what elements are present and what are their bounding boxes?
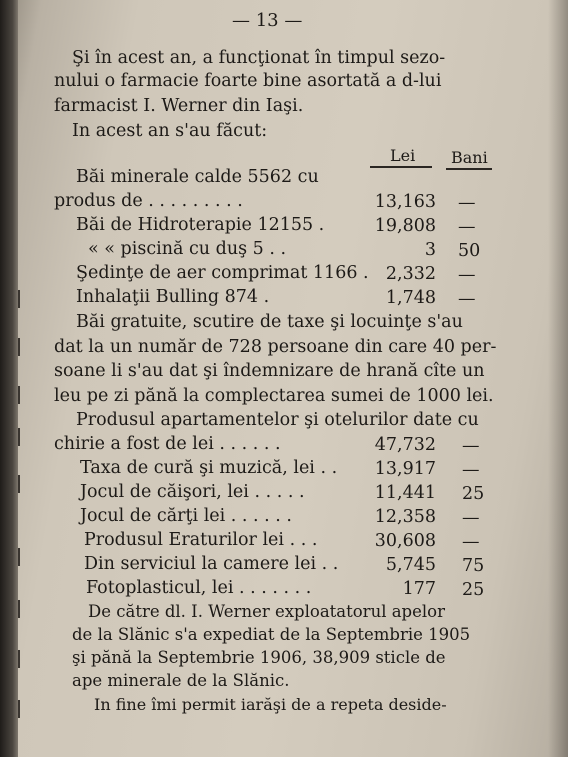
column-header-lei: Lei (390, 146, 416, 165)
table-cell-lei: 11,441 (374, 483, 436, 503)
table-row-label: Jocul de cărţi lei . . . . . . (80, 506, 292, 526)
page-edge-shadow (548, 0, 568, 757)
column-rule-bani (446, 168, 492, 170)
margin-mark (18, 475, 20, 493)
table-cell-lei: 1,748 (385, 288, 436, 308)
text-line: de la Slănic s'a expediat de la Septembrie 1905 (72, 625, 471, 644)
table-cell-lei: 5,745 (385, 555, 436, 575)
table-row-label: Produsul apartamentelor şi otelurilor date cu (76, 410, 479, 430)
margin-mark (18, 548, 20, 566)
table-row-label: Băi de Hidroterapie 12155 . (76, 215, 325, 235)
table-cell-bani: 25 (462, 484, 485, 504)
table-cell-bani: 75 (462, 556, 485, 576)
table-cell-lei: 2,332 (385, 264, 436, 284)
text-line: In fine îmi permit iarăşi de a repeta deside- (94, 695, 447, 714)
table-cell-bani: 25 (462, 580, 485, 600)
margin-mark (18, 386, 20, 404)
page-number: — 13 — (232, 10, 303, 31)
table-cell-bani: — (462, 460, 480, 480)
table-row-label: chirie a fost de lei . . . . . . (54, 434, 281, 454)
table-cell-lei: 13,917 (374, 459, 436, 479)
column-rule-lei (370, 166, 432, 168)
margin-mark (18, 600, 20, 618)
margin-mark (18, 290, 20, 308)
table-cell-lei: 3 (424, 240, 436, 260)
text-line: nului o farmacie foarte bine asortată a d-lui (54, 71, 442, 91)
table-cell-bani: — (458, 193, 476, 213)
book-spine (0, 0, 18, 757)
table-cell-bani: — (458, 289, 476, 309)
margin-mark (18, 700, 20, 718)
table-row-label: Fotoplasticul, lei . . . . . . . (86, 578, 312, 598)
text-line: dat la un număr de 728 persoane din care 40 per- (54, 337, 497, 357)
table-cell-bani: — (462, 532, 480, 552)
table-row-label: « « piscină cu duş 5 . . (88, 239, 287, 259)
table-row-label: produs de . . . . . . . . . (54, 191, 243, 211)
text-line: soane li s'au dat şi îndemnizare de hrană cîte un (54, 361, 485, 381)
table-cell-bani: — (462, 508, 480, 528)
table-row-label: Inhalaţii Bulling 874 . (76, 287, 270, 307)
table-row-label: Din serviciul la camere lei . . (84, 554, 339, 574)
text-line: In acest an s'au făcut: (72, 121, 268, 141)
text-line: farmacist I. Werner din Iaşi. (54, 96, 304, 116)
table-cell-lei: 19,808 (374, 216, 436, 236)
table-cell-bani: — (458, 217, 476, 237)
table-row-label: Băi minerale calde 5562 cu (76, 167, 319, 187)
text-line: ape minerale de la Slănic. (72, 671, 290, 690)
table-cell-lei: 30,608 (374, 531, 436, 551)
text-line: Şi în acest an, a funcţionat în timpul sezo- (72, 48, 446, 68)
table-cell-lei: 12,358 (374, 507, 436, 527)
table-cell-bani: — (458, 265, 476, 285)
text-line: Băi gratuite, scutire de taxe şi locuinţe s'au (76, 312, 463, 332)
margin-mark (18, 650, 20, 668)
table-row-label: Jocul de căişori, lei . . . . . (80, 482, 305, 502)
margin-mark (18, 428, 20, 446)
table-row-label: Taxa de cură şi muzică, lei . . (80, 458, 338, 478)
text-line: şi pănă la Septembrie 1906, 38,909 sticle de (72, 648, 446, 667)
column-header-bani: Bani (451, 148, 488, 167)
table-cell-bani: 50 (458, 241, 481, 261)
table-cell-lei: 177 (402, 579, 436, 599)
table-cell-lei: 47,732 (374, 435, 436, 455)
text-line: De către dl. I. Werner exploatatorul apelor (88, 602, 445, 621)
text-line: leu pe zi pănă la complectarea sumei de 1000 lei. (54, 386, 494, 406)
table-row-label: Produsul Eraturilor lei . . . (84, 530, 318, 550)
table-row-label: Şedinţe de aer comprimat 1166 . (76, 263, 369, 283)
table-cell-lei: 13,163 (374, 192, 436, 212)
table-cell-bani: — (462, 436, 480, 456)
margin-mark (18, 338, 20, 356)
